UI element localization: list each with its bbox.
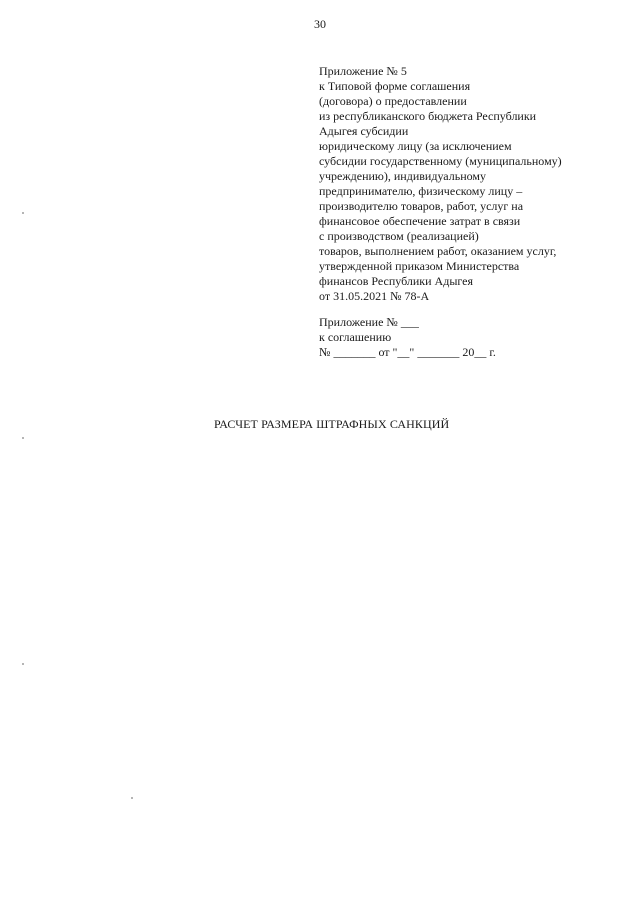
scan-artifact: [22, 437, 24, 439]
agreement-line: к соглашению: [319, 330, 392, 344]
appendix-line: финансов Республики Адыгея: [319, 274, 474, 288]
appendix-line: с производством (реализацией): [319, 229, 479, 243]
agreement-reference: [319, 315, 619, 360]
appendix-line: субсидии государственному (муниципальному): [319, 154, 562, 168]
appendix-reference: [319, 64, 619, 304]
appendix-line: Приложение № 5: [319, 64, 407, 78]
appendix-line: утвержденной приказом Министерства: [319, 259, 520, 273]
appendix-line: финансовое обеспечение затрат в связи: [319, 214, 521, 228]
document-title: РАСЧЕТ РАЗМЕРА ШТРАФНЫХ САНКЦИЙ: [214, 417, 450, 431]
agreement-line: Приложение № ___: [319, 315, 419, 329]
appendix-line: из республиканского бюджета Республики: [319, 109, 537, 123]
scan-artifact: [22, 212, 24, 214]
agreement-line: № _______ от "__" _______ 20__ г.: [319, 345, 496, 359]
scan-artifact: [131, 797, 133, 799]
appendix-line: предпринимателю, физическому лицу –: [319, 184, 523, 198]
appendix-line: к Типовой форме соглашения: [319, 79, 471, 93]
appendix-line: (договора) о предоставлении: [319, 94, 467, 108]
appendix-line: юридическому лицу (за исключением: [319, 139, 512, 153]
scan-artifact: [22, 663, 24, 665]
page-number: 30: [314, 17, 326, 31]
appendix-line: производителю товаров, работ, услуг на: [319, 199, 524, 213]
appendix-line: товаров, выполнением работ, оказанием услуг,: [319, 244, 557, 258]
appendix-line: Адыгея субсидии: [319, 124, 409, 138]
appendix-line: от 31.05.2021 № 78-А: [319, 289, 430, 303]
appendix-line: учреждению), индивидуальному: [319, 169, 486, 183]
